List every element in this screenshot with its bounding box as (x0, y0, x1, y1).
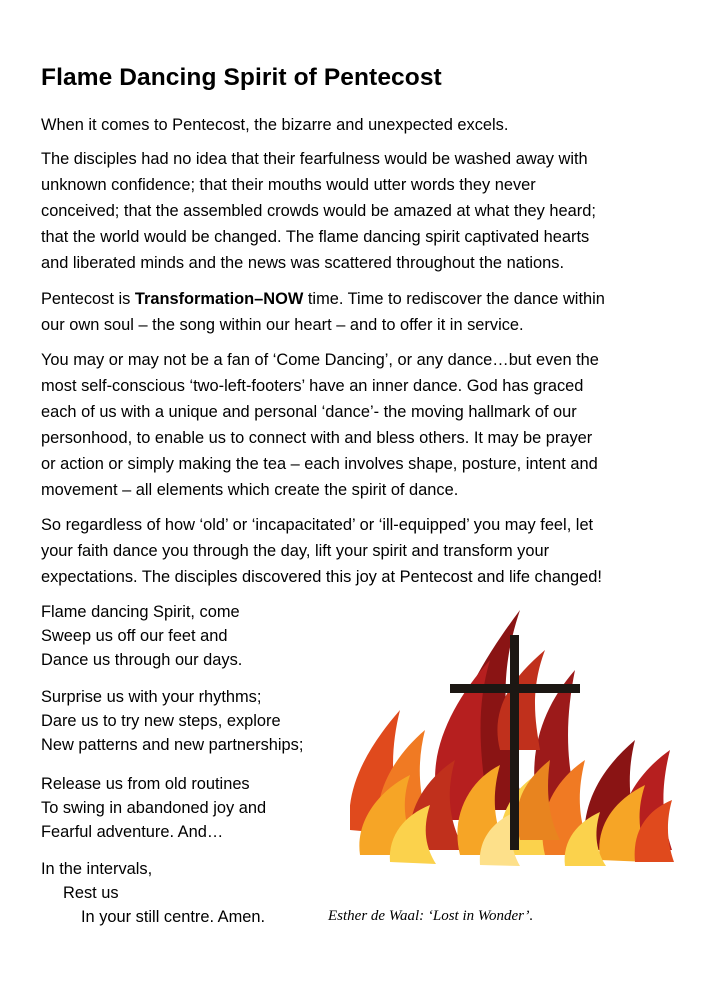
poem-stanza-2 (41, 685, 303, 757)
text-line: When it comes to Pentecost, the bizarre and unexpected excels. (41, 116, 509, 134)
cross-vertical-bar (510, 635, 519, 850)
page-title: Flame Dancing Spirit of Pentecost (41, 64, 442, 91)
poem-stanza-3 (41, 772, 266, 844)
poem-line: Rest us (63, 884, 119, 902)
poem-line: Dance us through our days. (41, 651, 243, 669)
text-line (41, 286, 673, 312)
poem-line: In your still centre. Amen. (81, 908, 266, 926)
text-line: unknown confidence; that their mouths would utter words they never (41, 176, 536, 194)
text-line: conceived; that the assembled crowds would be amazed at what they heard; (41, 202, 596, 220)
disciples-paragraph (41, 146, 673, 276)
text-fragment: Pentecost is (41, 290, 135, 308)
poem-stanza-1 (41, 600, 242, 672)
text-fragment: time. Time to rediscover the dance within (303, 290, 605, 308)
poem-stanza-4 (41, 857, 265, 929)
poem-line: New patterns and new partnerships; (41, 736, 304, 754)
text-line: our own soul – the song within our heart – and to offer it in service. (41, 316, 524, 334)
text-line: and liberated minds and the news was scattered throughout the nations. (41, 254, 565, 272)
dance-paragraph (41, 347, 673, 503)
text-line: expectations. The disciples discovered this joy at Pentecost and life changed! (41, 568, 602, 586)
cross-horizontal-bar (450, 684, 580, 693)
text-line: So regardless of how ‘old’ or ‘incapacitated’ or ‘ill-equipped’ you may feel, let (41, 516, 594, 534)
text-line: each of us with a unique and personal ‘dance’- the moving hallmark of our (41, 403, 577, 421)
poem-line: Fearful adventure. And… (41, 823, 224, 841)
text-line: movement – all elements which create the spirit of dance. (41, 481, 459, 499)
cross-and-flames-icon (350, 600, 676, 870)
text-line: that the world would be changed. The flame dancing spirit captivated hearts (41, 228, 590, 246)
text-line: your faith dance you through the day, lift your spirit and transform your (41, 542, 550, 560)
intro-paragraph (41, 112, 673, 138)
poem-line: Surprise us with your rhythms; (41, 688, 262, 706)
poem-line: Sweep us off our feet and (41, 627, 228, 645)
poem-line: Dare us to try new steps, explore (41, 712, 281, 730)
emphasis-text: Transformation–NOW (134, 290, 304, 308)
transformation-paragraph (41, 286, 673, 338)
attribution: Esther de Waal: ‘Lost in Wonder’. (328, 908, 534, 924)
text-line: most self-conscious ‘two-left-footers’ have an inner dance. God has graced (41, 377, 584, 395)
poem-line: Flame dancing Spirit, come (41, 603, 240, 621)
faith-paragraph (41, 512, 673, 590)
poem-line: To swing in abandoned joy and (41, 799, 267, 817)
text-line: The disciples had no idea that their fearfulness would be washed away with (41, 150, 588, 168)
text-line: You may or may not be a fan of ‘Come Dancing’, or any dance…but even the (41, 351, 599, 369)
poem-line: In the intervals, (41, 860, 153, 878)
text-line: personhood, to enable us to connect with and bless others. It may be prayer (41, 429, 593, 447)
poem-line: Release us from old routines (41, 775, 250, 793)
text-line: or action or simply making the tea – each involves shape, posture, intent and (41, 455, 598, 473)
